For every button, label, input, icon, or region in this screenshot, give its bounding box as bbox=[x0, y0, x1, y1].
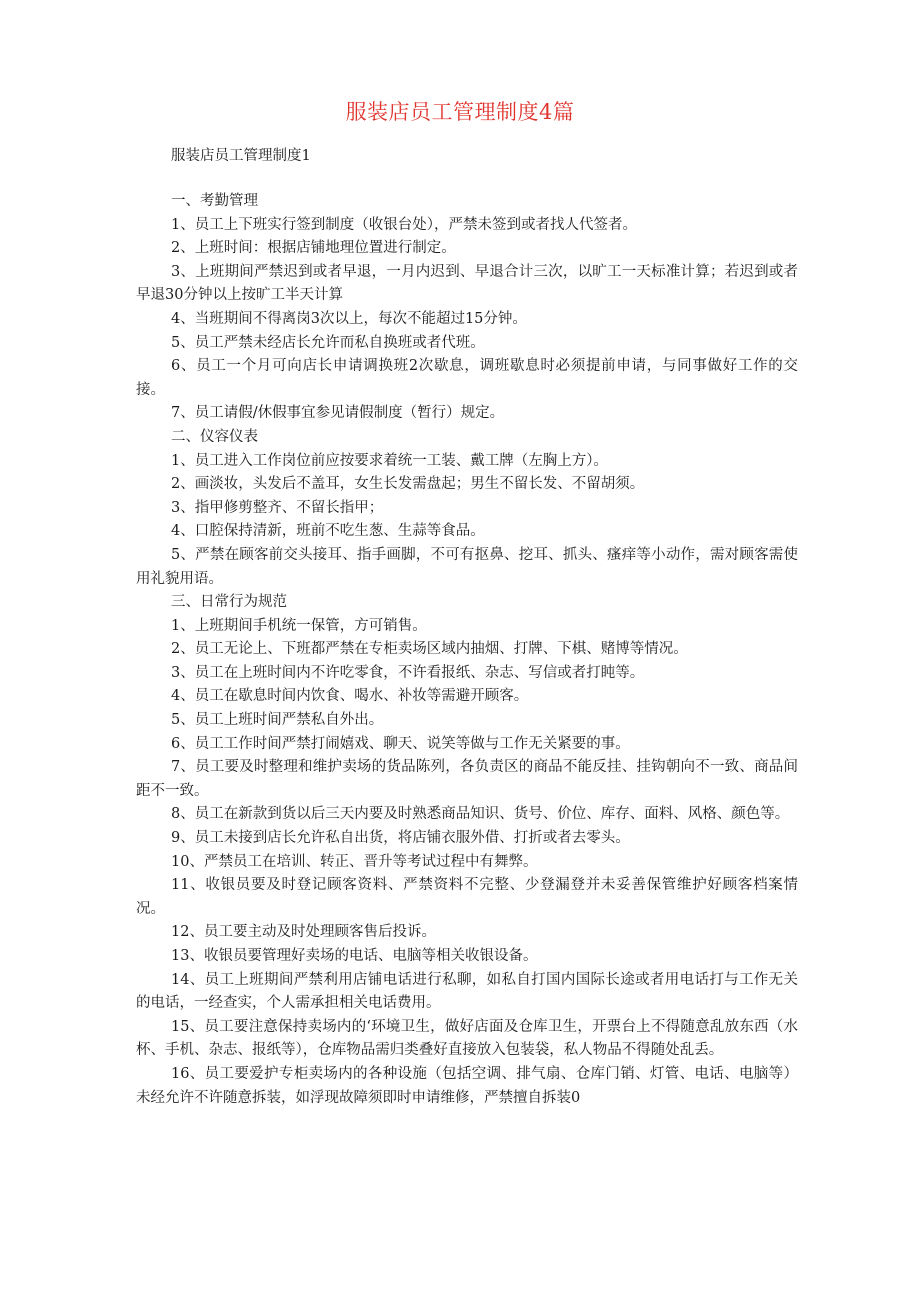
paragraph: 3、上班期间严禁迟到或者早退，一月内迟到、早退合计三次，以旷工一天标准计算；若迟到或者早退30分钟以上按旷工半天计算 bbox=[136, 263, 798, 304]
paragraph: 三、日常行为规范 bbox=[171, 594, 287, 611]
paragraph: 16、员工要爱护专柜卖场内的各种设施（包括空调、排气扇、仓库门销、灯管、电话、电脑等）未经允许不许随意拆装，如浮现故障须即时申请维修，严禁擅自拆装0 bbox=[136, 1065, 798, 1106]
paragraph: 6、员工工作时间严禁打闹嬉戏、聊天、说笑等做与工作无关紧要的事。 bbox=[171, 735, 630, 752]
document-body bbox=[136, 190, 798, 1110]
paragraph: 1、员工进入工作岗位前应按要求着统一工装、戴工牌（左胸上方）。 bbox=[171, 452, 608, 469]
paragraph: 1、上班期间手机统一保管，方可销售。 bbox=[171, 617, 427, 634]
paragraph: 15、员工要注意保持卖场内的‘环境卫生，做好店面及仓库卫生，开票台上不得随意乱放东西（水杯、手机、杂志、报纸等），仓库物品需归类叠好直接放入包装袋，私人物品不得随处乱丢。 bbox=[136, 1018, 798, 1059]
paragraph: 9、员工未接到店长允许私自出货，将店铺衣服外借、打折或者去零头。 bbox=[171, 830, 630, 847]
paragraph: 2、员工无论上、下班都严禁在专柜卖场区域内抽烟、打牌、下棋、赌博等情况。 bbox=[171, 641, 688, 658]
paragraph: 7、员工请假/休假事宜参见请假制度（暂行）规定。 bbox=[171, 405, 505, 422]
paragraph: 二、仪容仪表 bbox=[171, 428, 258, 445]
paragraph: 10、严禁员工在培训、转正、晋升等考试过程中有舞弊。 bbox=[171, 853, 538, 870]
paragraph: 2、上班时间：根据店铺地理位置进行制定。 bbox=[171, 240, 456, 257]
paragraph: 5、员工上班时间严禁私自外出。 bbox=[171, 712, 384, 729]
paragraph: 3、指甲修剪整齐、不留长指甲； bbox=[171, 499, 384, 516]
paragraph: 一、考勤管理 bbox=[171, 193, 258, 209]
paragraph: 3、员工在上班时间内不许吃零食，不许看报纸、杂志、写信或者打盹等。 bbox=[171, 664, 645, 681]
paragraph: 7、员工要及时整理和维护卖场的货品陈列，各负责区的商品不能反挂、挂钩朝向不一致、商品间距不一致。 bbox=[136, 759, 798, 799]
paragraph: 11、收银员要及时登记顾客资料、严禁资料不完整、少登漏登并未妥善保管维护好顾客档案情况。 bbox=[136, 877, 798, 917]
paragraph: 12、员工要主动及时处理顾客售后投诉。 bbox=[171, 924, 436, 941]
paragraph: 4、员工在歇息时间内饮食、喝水、补妆等需避开顾客。 bbox=[171, 688, 529, 705]
paragraph: 4、口腔保持清新，班前不吃生葱、生蒜等食品。 bbox=[171, 523, 485, 540]
document-subtitle: 服装店员工管理制度1 bbox=[171, 148, 311, 164]
paragraph: 1、员工上下班实行签到制度（收银台处），严禁未签到或者找人代签者。 bbox=[171, 216, 637, 233]
paragraph: 5、严禁在顾客前交头接耳、指手画脚，不可有抠鼻、挖耳、抓头、瘙痒等小动作，需对顾客需使用礼貌用语。 bbox=[136, 546, 798, 587]
paragraph: 6、员工一个月可向店长申请调换班2次歇息，调班歇息时必须提前申请，与同事做好工作的交接。 bbox=[136, 358, 798, 398]
paragraph: 2、画淡妆，头发后不盖耳，女生长发需盘起；男生不留长发、不留胡须。 bbox=[171, 476, 645, 493]
paragraph: 14、员工上班期间严禁利用店铺电话进行私聊，如私自打国内国际长途或者用电话打与工作无关的电话，一经查实，个人需承担相关电话费用。 bbox=[136, 971, 798, 1012]
paragraph: 4、当班期间不得离岗3次以上，每次不能超过15分钟。 bbox=[171, 310, 527, 327]
paragraph: 13、收银员要管理好卖场的电话、电脑等相关收银设备。 bbox=[171, 948, 538, 964]
paragraph: 5、员工严禁未经店长允许而私自换班或者代班。 bbox=[171, 334, 485, 351]
paragraph: 8、员工在新款到货以后三天内要及时熟悉商品知识、货号、价位、库存、面料、风格、颜色等。 bbox=[171, 806, 790, 823]
document-title: 服装店员工管理制度4篇 bbox=[345, 100, 575, 124]
